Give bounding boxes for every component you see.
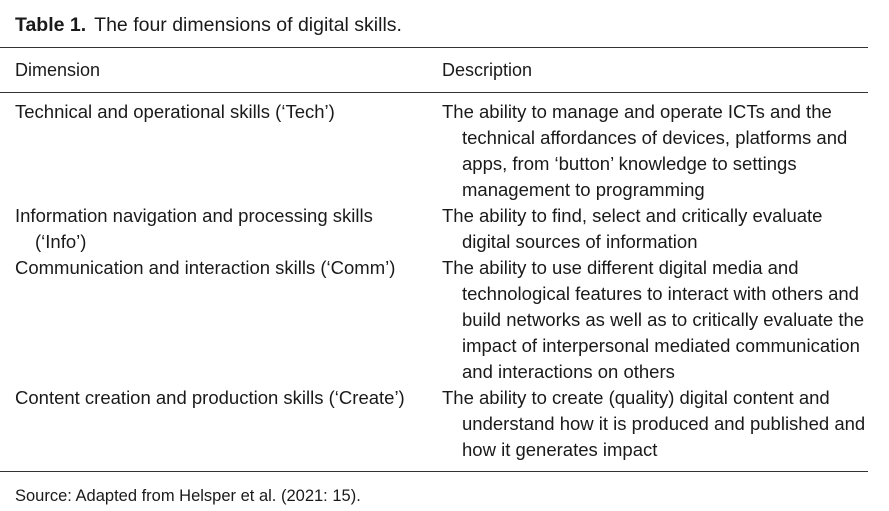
- table-row: [0, 99, 868, 203]
- description-text: The ability to find, select and critically evaluate digital sources of information: [442, 205, 823, 252]
- description-cell: [442, 203, 872, 255]
- top-rule: [0, 47, 868, 48]
- dimension-text: Content creation and production skills (‘Create’): [15, 387, 405, 408]
- header-rule: [0, 92, 868, 93]
- table-caption: [15, 12, 402, 38]
- table-source-note: Source: Adapted from Helsper et al. (2021: 15).: [15, 487, 361, 505]
- table-body: [0, 99, 868, 463]
- table-row: [0, 203, 868, 255]
- dimension-cell: [15, 255, 420, 281]
- table-title: The four dimensions of digital skills.: [94, 14, 402, 36]
- dimension-cell: [15, 99, 420, 125]
- description-text: The ability to manage and operate ICTs and the technical affordances of devices, platforms and apps, from ‘button’ knowledge to settings management to programming: [442, 101, 848, 200]
- dimension-cell: [15, 385, 420, 411]
- table-label: Table 1.: [15, 14, 87, 36]
- header-dimension: Dimension: [15, 60, 101, 80]
- table-row: [0, 385, 868, 463]
- description-text: The ability to create (quality) digital content and understand how it is produced and published and how it generates impact: [442, 387, 866, 460]
- dimension-text: Information navigation and processing skills (‘Info’): [15, 205, 373, 252]
- description-cell: [442, 255, 872, 385]
- bottom-rule: [0, 471, 868, 472]
- header-description: Description: [442, 60, 533, 80]
- dimension-text: Technical and operational skills (‘Tech’): [15, 101, 335, 122]
- table-row: [0, 255, 868, 385]
- dimension-cell: [15, 203, 420, 255]
- description-cell: [442, 385, 872, 463]
- description-cell: [442, 99, 872, 203]
- description-text: The ability to use different digital media and technological features to interact with others and build networks as well as to critically evaluate the impact of interpersonal mediated communication and interactions on others: [442, 257, 865, 382]
- dimension-text: Communication and interaction skills (‘Comm’): [15, 257, 396, 278]
